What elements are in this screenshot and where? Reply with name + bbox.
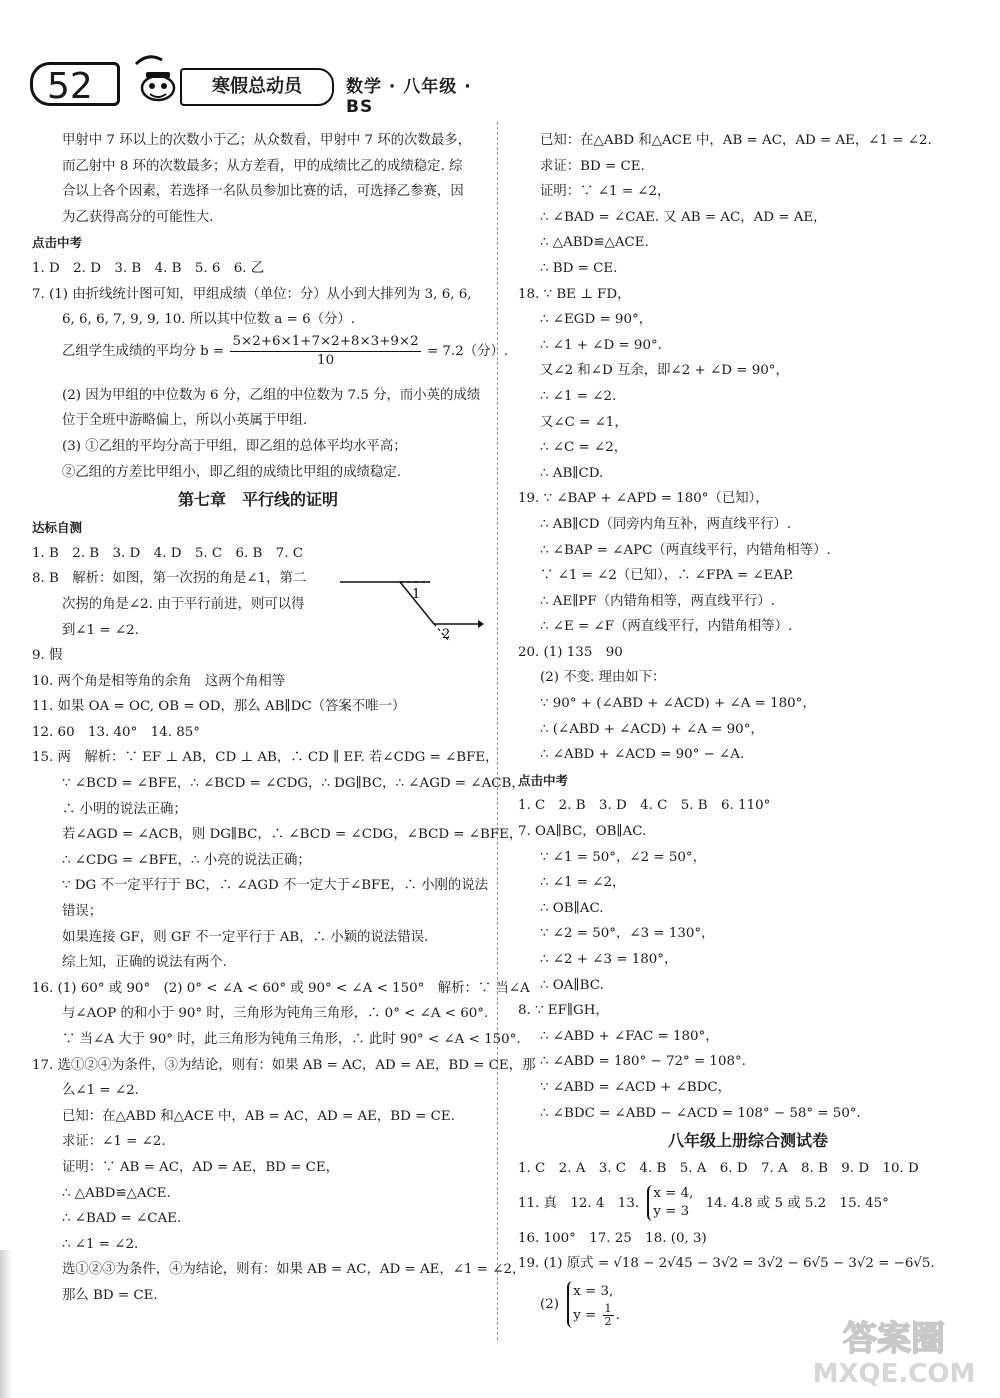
text-line: ②乙组的方差比甲组小，即乙组的成绩比甲组的成绩稳定.: [62, 464, 402, 480]
section-heading: 点击中考: [518, 772, 569, 788]
text-line: 18. ∵ BE ⊥ FD，: [518, 286, 631, 302]
text-line: 19. ∵ ∠BAP + ∠APD = 180°（已知），: [518, 491, 769, 507]
text-line: ∴ OB∥AC.: [540, 900, 604, 916]
left-column: [32, 128, 536, 1309]
text-line: ∴ ∠BAP = ∠APC（两直线平行，内错角相等）.: [540, 542, 831, 558]
text-line: 那么 BD = CE.: [62, 1287, 158, 1303]
angle-label-1: 1: [412, 587, 421, 602]
text-line: 16. (1) 60° 或 90° (2) 0° < ∠A < 60° 或 90° < ∠A < 150° 解析：∵ 当∠A: [32, 980, 530, 996]
fraction: [230, 333, 420, 370]
text-line: 7. OA∥BC，OB∥AC.: [518, 824, 647, 840]
page-number: 52: [30, 62, 120, 106]
section-heading: 达标自测: [32, 520, 83, 536]
text-line: ∴ ∠1 = ∠2，: [540, 875, 626, 891]
section-heading: 点击中考: [32, 235, 83, 251]
text-line: 证明：∵ AB = AC，AD = AE，BD = CE，: [62, 1159, 340, 1175]
equation-system: [567, 1281, 620, 1328]
system-y-suffix: .: [615, 1307, 620, 1323]
answer-line: 16. 100° 17. 25 18. (0, 3): [518, 1230, 707, 1246]
text-line: ∴ ∠1 + ∠D = 90°.: [540, 337, 662, 353]
answer-prefix: 11. 真 12. 4 13.: [518, 1195, 640, 1211]
text-line: 到∠1 = ∠2.: [62, 622, 139, 638]
answer-line: 1. C 2. A 3. C 4. B 5. A 6. D 7. A 8. B 9. D 10. D: [518, 1161, 919, 1177]
text-line: ∴ 小明的说法正确；: [62, 801, 187, 817]
answer-line: [518, 1182, 978, 1226]
text-line: 选①②③为条件，④为结论，则有：如果 AB = AC，AD = AE，∠1 = ∠2，: [62, 1262, 526, 1278]
text-line: 又∠C = ∠1，: [540, 414, 628, 430]
text-line: 为乙获得高分的可能性大.: [62, 209, 214, 225]
chapter-title: 第七章 平行线的证明: [177, 490, 338, 510]
text-line: ∴ ∠BAD = ∠CAE. 又 AB = AC，AD = AE，: [540, 209, 827, 225]
text-line: 与∠AOP 的和小于 90° 时，三角形为钝角三角形，∴ 0° < ∠A < 60°.: [62, 1006, 489, 1022]
watermark-logo: [794, 1310, 994, 1390]
text-line: ∴ ∠BAD = ∠CAE.: [62, 1211, 182, 1227]
fraction-numerator: 1: [604, 1301, 612, 1315]
text-line: ∴ ∠1 = ∠2.: [62, 1236, 139, 1252]
text-line: 么∠1 = ∠2.: [62, 1083, 139, 1099]
system-x: x = 4,: [653, 1186, 694, 1202]
system-y: [573, 1303, 620, 1328]
text-line: ∴ ∠EGD = 90°，: [540, 312, 653, 328]
answer-line: 1. C 2. B 3. D 4. C 5. B 6. 110°: [518, 798, 771, 814]
text-line: ∴ △ABD≌△ACE.: [62, 1185, 171, 1201]
text-line: ∴ ∠C = ∠2，: [540, 440, 628, 456]
text-line: ∴ OA∥BC.: [540, 977, 604, 993]
text-line: ∴ (∠ABD + ∠ACD) + ∠A = 90°，: [540, 721, 764, 737]
angle-label-2: 2: [442, 627, 451, 642]
text-line: 如果连接 GF，则 GF 不一定平行于 AB，∴ 小颖的说法错误.: [62, 929, 429, 945]
text-line: 15. 两 解析：∵ EF ⊥ AB，CD ⊥ AB，∴ CD ∥ EF. 若∠CDG = ∠BFE，: [32, 750, 499, 766]
text-line: ∵ ∠1 = ∠2（已知），∴ ∠FPA = ∠EAP.: [540, 568, 794, 584]
text-line: 错误；: [62, 904, 103, 920]
text-line: ∴ ∠ABD + ∠ACD = 90° − ∠A.: [540, 747, 745, 763]
text-line: 17. 选①②④为条件，③为结论，则有：如果 AB = AC，AD = AE，BD = CE，那: [32, 1057, 536, 1073]
text-line: 证明：∵ ∠1 = ∠2，: [540, 184, 671, 200]
text-line: 11. 如果 OA = OC, OB = OD，那么 AB∥DC（答案不唯一）: [32, 699, 406, 715]
arrow-head-icon: [478, 620, 484, 628]
fraction: [603, 1303, 614, 1328]
text-line: (2) 不变. 理由如下：: [540, 670, 666, 686]
right-column: [518, 128, 978, 1333]
text-line: 7. (1) 由折线统计图可知，甲组成绩（单位：分）从小到大排列为 3, 6, 6,: [32, 286, 472, 302]
system-y-prefix: y =: [573, 1307, 597, 1323]
text-line: ∴ ∠ABD + ∠FAC = 180°，: [540, 1028, 719, 1044]
watermark-text: 答案圈: [843, 1319, 945, 1359]
text-line: ∴ ∠ABD = 180° − 72° = 108°.: [540, 1054, 746, 1070]
text-line: ∴ AE∥PF（内错角相等，两直线平行）.: [540, 593, 776, 609]
text-line: 次拐的角是∠2. 由于平行前进，则可以得: [62, 596, 305, 612]
fraction-line: [32, 333, 509, 383]
equation-system: [647, 1185, 693, 1221]
text-line: 20. (1) 135 90: [518, 644, 623, 660]
text-line: ∴ AB∥CD.: [540, 465, 604, 481]
text-line: 9. 假: [32, 648, 63, 664]
text-line: ∴ △ABD≌△ACE.: [540, 235, 649, 251]
text-line: 综上知，正确的说法有两个.: [62, 955, 227, 971]
text-line: 若∠AGD = ∠ACB，则 DG∥BC，∴ ∠BCD = ∠CDG，∠BCD = ∠BFE，: [62, 827, 523, 843]
text-line: 而乙射中 8 环的次数最多；从方差看，甲的成绩比乙的成绩稳定. 综: [62, 158, 463, 174]
parallel-path-figure: [338, 572, 484, 642]
text-line: ∴ BD = CE.: [540, 260, 618, 276]
text-line: ∵ ∠2 = 50°，∠3 = 130°，: [540, 926, 715, 942]
text-line: 甲射中 7 环以上的次数小于乙；从众数看，甲射中 7 环的次数最多，: [62, 133, 472, 148]
text-line: 10. 两个角是相等角的余角 这两个角相等: [32, 673, 286, 689]
answer-line: 1. D 2. D 3. B 4. B 5. 6 6. 乙: [32, 260, 265, 276]
text-line: ∵ ∠ABD = ∠ACD + ∠BDC，: [540, 1079, 732, 1095]
system-x: x = 3,: [573, 1283, 614, 1299]
fraction-numerator: 5×2+6×1+7×2+8×3+9×2: [230, 333, 420, 352]
column-divider: [497, 122, 498, 1340]
text-line: 已知：在△ABD 和△ACE 中，AB = AC，AD = AE，BD = CE.: [62, 1108, 455, 1124]
scan-edge-shadow: [0, 1250, 12, 1398]
text-line: ∵ DG 不一定平行于 BC，∴ ∠AGD 不一定大于∠BFE，∴ 小刚的说法: [62, 878, 489, 894]
text-line: 求证：BD = CE.: [540, 158, 645, 174]
fraction-denominator: 10: [317, 352, 335, 368]
fraction-denominator: 2: [604, 1314, 612, 1328]
text-line: ∴ ∠E = ∠F（两直线平行，内错角相等）.: [540, 619, 793, 635]
test-title: 八年级上册综合测试卷: [667, 1131, 828, 1151]
system-y: y = 3: [653, 1204, 690, 1220]
answer-line: 1. B 2. B 3. D 4. D 5. C 6. B 7. C: [32, 545, 304, 561]
text-line: ∵ 当∠A 大于 90° 时，此三角形为钝角三角形，∴ 此时 90° < ∠A < 150°.: [62, 1032, 521, 1047]
answer-line: 19. (1) 原式 = √18 − 2√45 − 3√2 = 3√2 − 6√5 − 3√2 = −6√5.: [518, 1256, 935, 1272]
text-line: 12. 60 13. 40° 14. 85°: [32, 724, 200, 740]
text-line: ∴ ∠1 = ∠2.: [540, 388, 617, 404]
mascot-icon: [128, 50, 188, 110]
page-header: [30, 62, 500, 117]
text-line: 求证：∠1 = ∠2.: [62, 1134, 166, 1150]
text-line: 合以上各个因素，若选择一名队员参加比赛的话，可选择乙参赛，因: [62, 184, 464, 200]
text-line: (3) ①乙组的平均分高于甲组，即乙组的总体平均水平高；: [62, 438, 407, 454]
fraction-suffix: = 7.2（分）.: [426, 343, 509, 359]
fraction-prefix: 乙组学生成绩的平均分 b =: [62, 343, 225, 359]
text-line: 8. B 解析：如图，第一次拐的角是∠1，第二: [32, 571, 307, 587]
text-line: ∴ ∠2 + ∠3 = 180°，: [540, 952, 678, 967]
text-line: 8. ∵ EF∥GH，: [518, 1003, 609, 1019]
text-line: 位于全班中游略偏上，所以小英属于甲组.: [62, 413, 308, 429]
text-line: ∵ 90° + (∠ABD + ∠ACD) + ∠A = 180°，: [540, 696, 816, 712]
text-line: 又∠2 和∠D 互余，即∠2 + ∠D = 90°，: [540, 363, 789, 379]
text-line: ∵ ∠BCD = ∠BFE，∴ ∠BCD = ∠CDG，∴ DG∥BC，∴ ∠AGD = ∠ACB，: [62, 776, 525, 792]
book-title: 寒假总动员: [180, 68, 334, 106]
text-line: ∴ AB∥CD（同旁内角互补，两直线平行）.: [540, 516, 792, 532]
text-line: 已知：在△ABD 和△ACE 中，AB = AC，AD = AE，∠1 = ∠2.: [540, 133, 932, 148]
text-line: ∴ ∠CDG = ∠BFE，∴ 小亮的说法正确；: [62, 852, 311, 868]
text-line: ∴ ∠BDC = ∠ABD − ∠ACD = 108° − 58° = 50°.: [540, 1105, 861, 1121]
answer-suffix: 14. 4.8 或 5 或 5.2 15. 45°: [705, 1195, 889, 1211]
text-line: 6, 6, 6, 7, 9, 9, 10. 所以其中位数 a = 6（分）.: [62, 312, 356, 328]
watermark-url: MXQE.COM: [812, 1359, 976, 1389]
subject-label: 数学 · 八年级 · BS: [346, 77, 472, 117]
answer-prefix: (2): [540, 1296, 559, 1312]
text-line: ∵ ∠1 = 50°，∠2 = 50°，: [540, 849, 706, 865]
text-line: (2) 因为甲组的中位数为 6 分，乙组的中位数为 7.5 分，而小英的成绩: [62, 387, 481, 403]
